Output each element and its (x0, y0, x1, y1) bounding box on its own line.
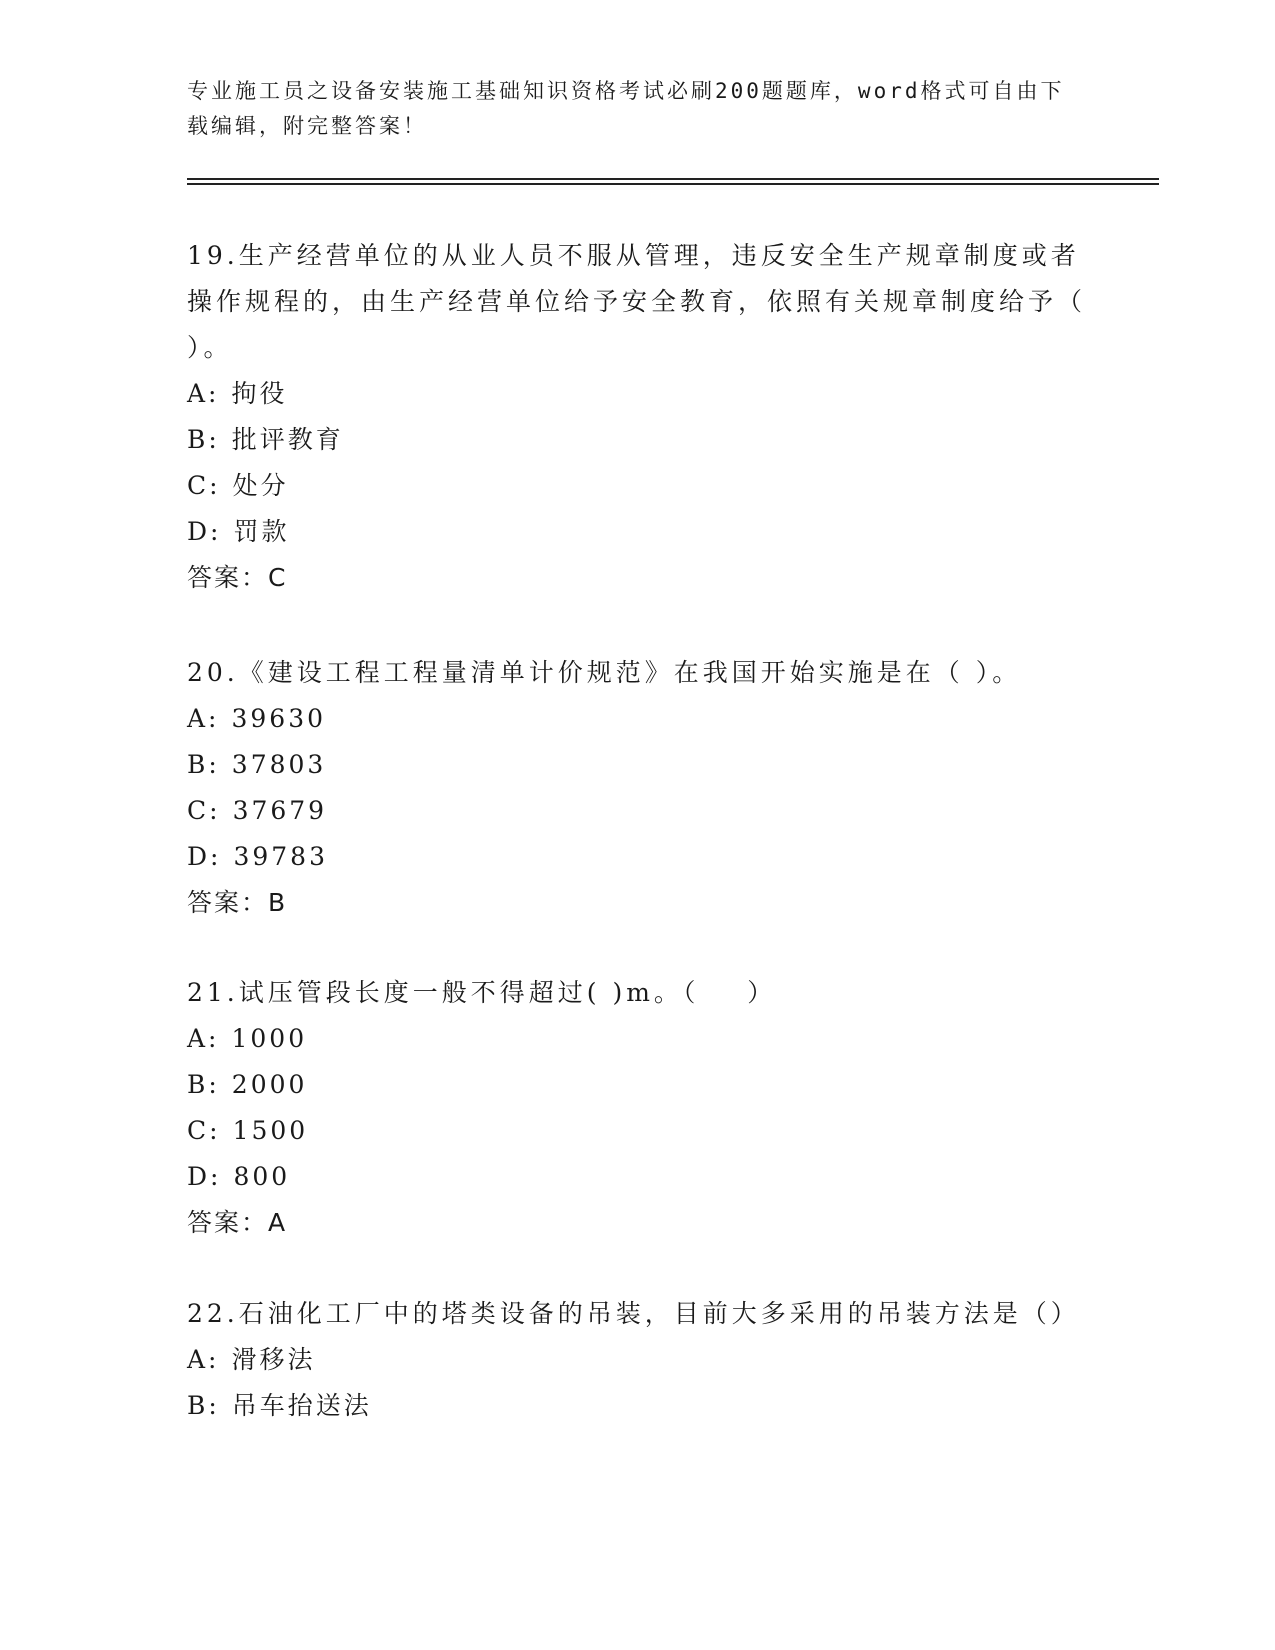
option-a (187, 1337, 1087, 1383)
question-text: 22.石油化工厂中的塔类设备的吊装，目前大多采用的吊装方法是（） (187, 1299, 1080, 1328)
question-20 (187, 650, 1087, 926)
option-letter: B: (187, 1391, 220, 1420)
answer-line: 答案：B (187, 888, 288, 917)
option-text: 37679 (232, 796, 328, 825)
option-letter: B: (187, 750, 220, 779)
option-d (187, 1154, 1087, 1200)
option-letter: A: (187, 1024, 220, 1053)
option-letter: C: (187, 796, 221, 825)
option-letter: A: (187, 1345, 220, 1374)
option-letter: C: (187, 1116, 221, 1145)
answer-line: 答案：C (187, 563, 288, 592)
option-b (187, 417, 1087, 463)
question-22 (187, 1291, 1087, 1429)
option-letter: D: (187, 1162, 222, 1191)
header-divider-bottom (187, 183, 1159, 185)
option-text: 罚款 (233, 517, 290, 546)
option-letter: C: (187, 471, 221, 500)
option-b (187, 1383, 1087, 1429)
option-text: 800 (233, 1162, 291, 1191)
option-letter: D: (187, 842, 222, 871)
header-divider-top (187, 178, 1159, 180)
option-a (187, 696, 1087, 742)
option-text: 滑移法 (231, 1345, 316, 1374)
option-c (187, 463, 1087, 509)
option-text: 批评教育 (231, 425, 344, 454)
option-letter: B: (187, 1070, 220, 1099)
option-letter: D: (187, 517, 222, 546)
option-letter: A: (187, 379, 220, 408)
option-a (187, 1016, 1087, 1062)
option-text: 拘役 (231, 379, 288, 408)
option-d (187, 509, 1087, 555)
answer-line: 答案：A (187, 1208, 288, 1237)
option-a (187, 371, 1087, 417)
option-c (187, 1108, 1087, 1154)
option-letter: A: (187, 704, 220, 733)
option-b (187, 742, 1087, 788)
option-text: 吊车抬送法 (231, 1391, 372, 1420)
question-21 (187, 970, 1087, 1246)
option-text: 1500 (232, 1116, 309, 1145)
option-text: 39630 (231, 704, 327, 733)
option-text: 37803 (231, 750, 327, 779)
option-d (187, 834, 1087, 880)
option-letter: B: (187, 425, 220, 454)
option-text: 2000 (231, 1070, 308, 1099)
question-text: 21.试压管段长度一般不得超过( )m。（ ） (187, 978, 777, 1007)
question-text: 20.《建设工程工程量清单计价规范》在我国开始实施是在（ ）。 (187, 658, 1022, 687)
question-19 (187, 233, 1098, 601)
option-text: 1000 (231, 1024, 308, 1053)
question-text: 19.生产经营单位的从业人员不服从管理，违反安全生产规章制度或者操作规程的，由生产经营单位给予安全教育，依照有关规章制度给予（ ）。 (187, 241, 1098, 362)
document-header: 专业施工员之设备安装施工基础知识资格考试必刷200题题库，word格式可自由下载编辑，附完整答案！ (187, 79, 1065, 138)
option-text: 处分 (232, 471, 289, 500)
option-text: 39783 (233, 842, 328, 871)
option-c (187, 788, 1087, 834)
option-b (187, 1062, 1087, 1108)
